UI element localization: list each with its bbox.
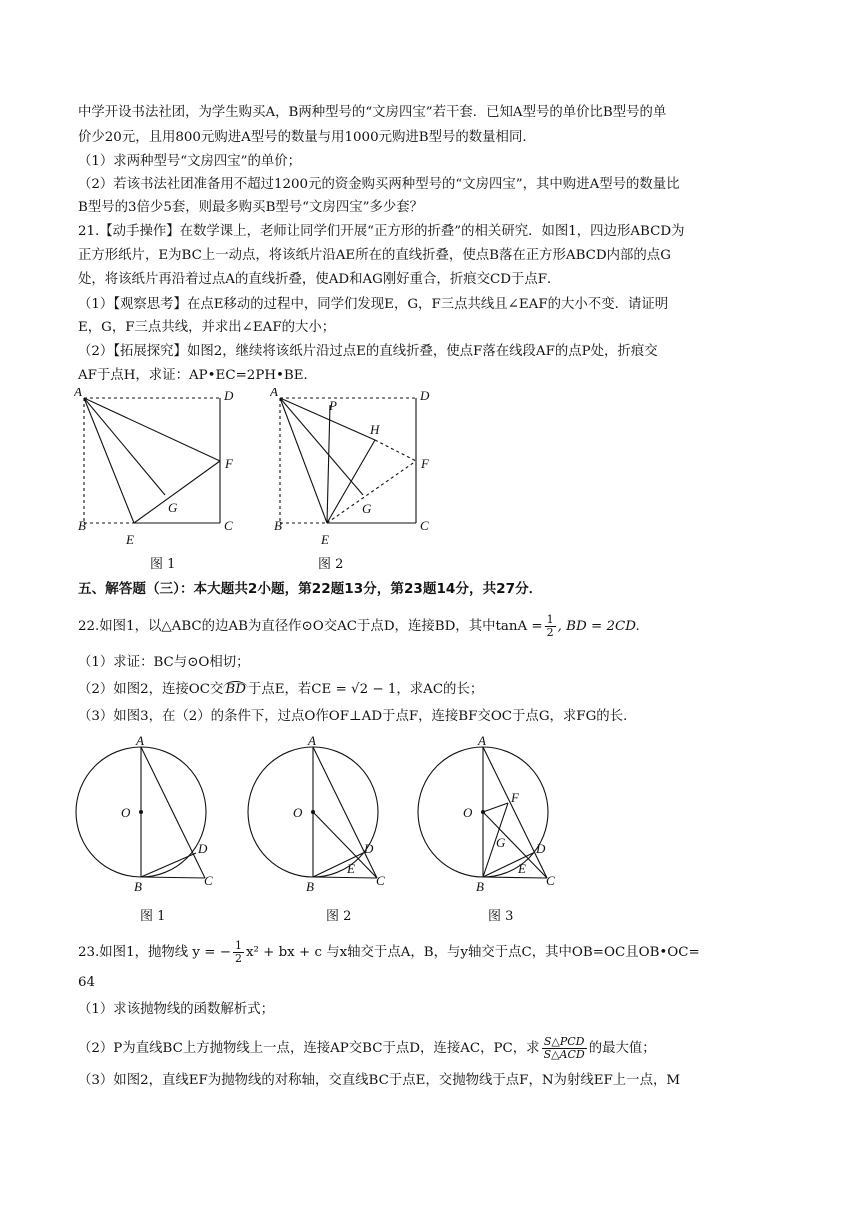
text-line-5: B型号的3倍少5套，则最多购买B型号“文房四宝”多少套？ xyxy=(78,200,424,215)
q23-part3: （3）如图2，直线EF为抛物线的对称轴，交直线BC于点E，交抛物线于点F，N为射线EF上一点，M xyxy=(78,1073,681,1088)
label-F: F xyxy=(421,456,429,471)
label-D: D xyxy=(420,388,430,403)
circle-figure-1 xyxy=(74,735,234,895)
label-O: O xyxy=(463,805,473,820)
label-A: A xyxy=(74,388,82,399)
section-heading: 五、解答题（三）：本大题共2小题，第22题13分，第23题14分，共27分． xyxy=(78,581,543,597)
y-fraction: $\frac{1}{2}$ xyxy=(234,939,242,965)
label-F: F xyxy=(511,790,519,805)
label-B: B xyxy=(476,879,484,894)
q22-part1: （1）求证：BC与⊙O相切； xyxy=(78,655,250,670)
text-line-7: 正方形纸片，E为BC上一动点，将该纸片沿AE所在的直线折叠，使点B落在正方形ABCD内部的点G xyxy=(78,248,671,263)
area-ratio-fraction: $\frac{\text{S△PCD}}{\text{S△ACD}}$ xyxy=(543,1035,585,1061)
q23-stem: 23.如图1，抛物线 y = − $\frac{1}{2}$ x² + bx + c 与x轴交于点A，B，与y轴交于点C，其中OB=OC且OB•OC= xyxy=(78,939,700,965)
q23-part2: （2）P为直线BC上方抛物线上一点，连接AP交BC于点D，连接AC，PC，求 $\frac{\text{S△PCD}}{\text{S△ACD}}$ 的最大值； xyxy=(78,1035,656,1061)
label-A: A xyxy=(136,735,144,748)
text-line-2: 价少20元，且用800元购进A型号的数量与用1000元购进B型号的数量相同． xyxy=(78,130,536,145)
q23-continued: 64 xyxy=(78,975,96,990)
label-C: C xyxy=(224,518,233,533)
circle-figure-2 xyxy=(246,735,406,895)
label-G: G xyxy=(168,500,178,515)
label-G: G xyxy=(362,501,372,516)
label-H: H xyxy=(370,422,380,437)
label-B: B xyxy=(306,879,314,894)
label-O: O xyxy=(293,805,303,820)
label-C: C xyxy=(204,873,213,888)
caption-circle-3: 图 3 xyxy=(488,909,514,924)
label-E: E xyxy=(321,532,329,547)
square-figure-2 xyxy=(270,388,440,548)
label-F: F xyxy=(225,456,233,471)
square-figure-1 xyxy=(74,388,244,548)
q23-part1: （1）求该抛物线的函数解析式； xyxy=(78,1002,274,1017)
caption-figure-1: 图 1 xyxy=(150,557,176,572)
label-B: B xyxy=(274,518,282,533)
text-line-12: AF于点H，求证：AP•EC=2PH•BE． xyxy=(78,368,317,383)
tan-fraction: $\frac{1}{2}$ xyxy=(546,613,554,639)
caption-circle-2: 图 2 xyxy=(326,909,352,924)
text-line-6: 21.【动手操作】在数学课上，老师让同学们开展“正方形的折叠”的相关研究．如图1，四边形ABCD为 xyxy=(78,224,685,239)
label-E: E xyxy=(347,861,355,876)
text-line-10: E，G，F三点共线，并求出∠EAF的大小； xyxy=(78,320,336,335)
label-E: E xyxy=(126,532,134,547)
text-line-4: （2）若该书法社团准备用不超过1200元的资金购买两种型号的“文房四宝”，其中购进A型号的数量比 xyxy=(78,177,680,192)
label-B: B xyxy=(78,518,86,533)
q22-part2: （2）如图2，连接OC交 BD 于点E，若CE = √2 − 1，求AC的长； xyxy=(78,682,484,697)
q22-stem: 22.如图1，以△ABC的边AB为直径作⊙O交AC于点D，连接BD，其中tanA = $\frac{1}{2}$ , BD = 2CD. xyxy=(78,613,640,639)
label-A: A xyxy=(308,735,316,748)
label-D: D xyxy=(198,841,208,856)
text-line-9: （1）【观察思考】在点E移动的过程中，同学们发现E，G，F三点共线且∠EAF的大小不变．请证明 xyxy=(78,297,669,312)
label-D: D xyxy=(364,841,374,856)
label-C: C xyxy=(546,873,555,888)
circle-figure-3 xyxy=(416,735,576,895)
text-line-1: 中学开设书法社团，为学生购买A，B两种型号的“文房四宝”若干套．已知A型号的单价比B型号的单 xyxy=(78,105,667,120)
label-G: G xyxy=(496,835,506,850)
caption-figure-2: 图 2 xyxy=(318,557,344,572)
label-B: B xyxy=(134,879,142,894)
q22-part3: （3）如图3，在（2）的条件下，过点O作OF⊥AD于点F，连接BF交OC于点G，求FG的长． xyxy=(78,709,637,724)
label-D: D xyxy=(536,841,546,856)
label-A: A xyxy=(478,735,486,748)
label-C: C xyxy=(376,873,385,888)
label-C: C xyxy=(420,518,429,533)
label-A: A xyxy=(270,388,278,399)
label-P: P xyxy=(329,398,337,413)
label-O: O xyxy=(121,805,131,820)
text-line-8: 处，将该纸片再沿着过点A的直线折叠，使AD和AG刚好重合，折痕交CD于点F． xyxy=(78,272,561,287)
caption-circle-1: 图 1 xyxy=(140,909,166,924)
label-D: D xyxy=(224,388,234,403)
text-line-3: （1）求两种型号“文房四宝”的单价； xyxy=(78,154,302,169)
label-E: E xyxy=(518,861,526,876)
text-line-11: （2）【拓展探究】如图2，继续将该纸片沿过点E的直线折叠，使点F落在线段AF的点P处，折痕交 xyxy=(78,344,658,359)
